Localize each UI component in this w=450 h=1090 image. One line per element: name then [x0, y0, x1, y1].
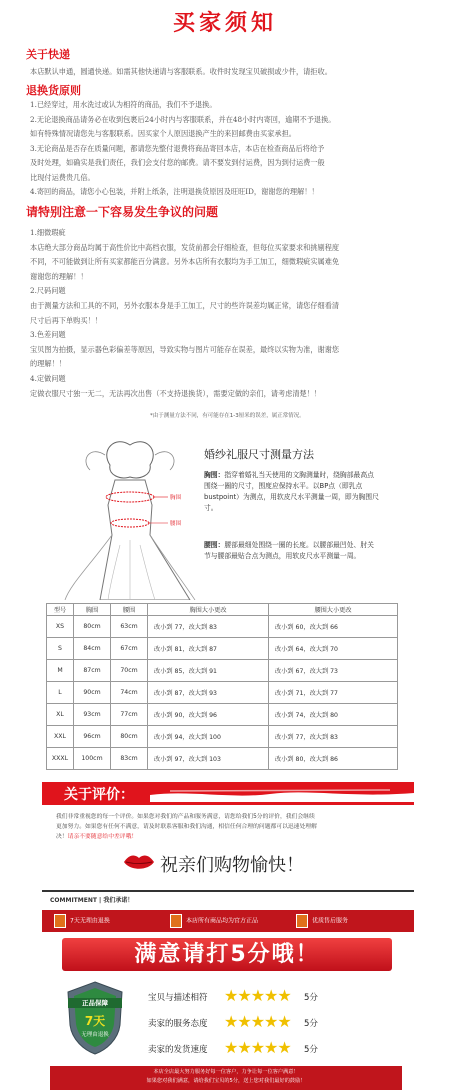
- measurement-note: *由于测量方法不同，有可能存在1-3厘米的误差，属正常情况。: [150, 413, 305, 419]
- cell-waist-change: 改小到 67，改大到 73: [269, 660, 398, 682]
- footer-line: 如果您对我们满意，请给我们宝贝的5分，送上您对我们最好的鼓励！: [146, 1078, 306, 1084]
- evaluation-line: 决！: [56, 834, 68, 840]
- disputes-text: 1.细微瑕疵 本店绝大部分商品均属于高性价比中高档衣服，发货前都会仔细检查，但每位买家要求和挑剔程度 不同，不可能做到让所有买家都能百分满意。另外本店所有衣服均为手工加工，细微瑕疵实属难免 谢谢您的理解！！ 2.尺码问题 由于测量方法和工具的不同，另外衣服本身是手工加工，尺寸的些许误差均属正常，请您仔细看清 尺寸后再下单购买！！ 3.色差问题 宝贝图为拍摄，显示器色彩偏差等原因，导致实物与图片可能存在误差，最终以实物为准，谢谢您 的理解！！ 4.定做问题 定做衣服尺寸独一无二，无法再次出售（不支持退换货），需要定做的亲们，请考虑清楚！！: [30, 228, 340, 398]
- col-chest: 胸围: [74, 604, 111, 616]
- cell-chest-change: 改小到 81，改大到 87: [148, 638, 269, 660]
- diagram-title: 婚纱礼服尺寸测量方法: [204, 448, 314, 461]
- rating-score: 5分: [304, 1045, 318, 1055]
- table-row: [47, 704, 398, 726]
- badge-icon: [54, 914, 66, 928]
- waist-label: 腰围: [170, 521, 182, 527]
- table-row: [47, 748, 398, 770]
- table-row: [47, 726, 398, 748]
- shield-top-text: 正品保障: [82, 999, 108, 1007]
- cell-chest: 87cm: [74, 660, 111, 682]
- shipping-heading: 关于快递: [26, 48, 70, 61]
- shield-days: 7天: [84, 1014, 106, 1028]
- cell-waist: 77cm: [111, 704, 148, 726]
- evaluation-text: [56, 812, 406, 842]
- col-chest-change: 胸围大小更改: [148, 604, 269, 616]
- rating-label-shipping: 卖家的发货速度: [148, 1045, 208, 1055]
- cell-size: XS: [47, 616, 74, 638]
- cell-chest: 100cm: [74, 748, 111, 770]
- rating-score: 5分: [304, 993, 318, 1003]
- table-row: [47, 616, 398, 638]
- cell-chest: 80cm: [74, 616, 111, 638]
- cell-waist: 63cm: [111, 616, 148, 638]
- star-rating: ★★★★★: [224, 1038, 291, 1057]
- shield-sub: 无理由退换: [81, 1032, 109, 1038]
- crayon-stripe: [150, 786, 414, 802]
- waist-description: 腰围：腰部最细处围绕一圈的长度。以腰部最凹处、肘关节与腰部最贴合点为测点，用软皮尺水平测量一周。: [204, 541, 374, 560]
- cell-size: L: [47, 682, 74, 704]
- cell-chest-change: 改小到 90，改大到 96: [148, 704, 269, 726]
- wedding-dress-illustration: [60, 425, 200, 600]
- thanks-message: 祝亲们购物愉快！: [160, 855, 304, 876]
- cell-chest-change: 改小到 87，改大到 93: [148, 682, 269, 704]
- rating-score: 5分: [304, 1019, 318, 1029]
- lips-icon: [122, 851, 156, 873]
- cell-chest-change: 改小到 77，改大到 83: [148, 616, 269, 638]
- evaluation-line: 更加努力。如果您有任何不满意，请及时联系客服和我们沟通，相信任何合理的问题都可以迅速处理解: [56, 824, 317, 830]
- cell-size: XXL: [47, 726, 74, 748]
- chest-description: 胸围：指穿着婚礼当天使用的文胸测量时，绕胸部最高点围绕一圈的尺寸，围度应保持水平。以BP点（即乳点bustpoint）为测点，用软皮尺水平测量一周，即为胸围尺寸。: [204, 471, 379, 512]
- rate-five-banner: 满意请打5分哦！: [62, 938, 392, 971]
- cell-waist-change: 改小到 80，改大到 86: [269, 748, 398, 770]
- evaluation-line: 我们非常重视您的每一个评价。如果您对我们的产品和服务满意，请您给我们5分的评价，我们会继续: [56, 814, 315, 820]
- cell-size: XXXL: [47, 748, 74, 770]
- cell-waist: 70cm: [111, 660, 148, 682]
- cell-size: XL: [47, 704, 74, 726]
- commitment-label: COMMITMENT | 我们承诺！: [50, 897, 134, 904]
- col-waist: 腰围: [111, 604, 148, 616]
- cell-size: M: [47, 660, 74, 682]
- cell-waist-change: 改小到 60，改大到 66: [269, 616, 398, 638]
- returns-text: 1.已经穿过，用水洗过或认为相符的商品，我们不予退换。 2.无论退换商品请务必在收到包裹后24小时内与客服联系，并在48小时内寄回，逾期不予退换。 如有特殊情况请您先与客服联系。因买家个人原因退换产生的来回邮费由买家承担。 3.无论商品是否存在质量问题，都请您先整付退费将商品寄回本店，本店在检查商品后将给予 及时处理，如确实是我们责任，我们会支付您的邮费。请不要发到付运费，因为到付运费一般 比现付运费贵几倍。 4.寄回的商品，请您小心包装，并附上纸条，注明退换货原因及旺旺ID，谢谢您的理解！！: [30, 100, 336, 196]
- disputes-heading: 请特别注意一下容易发生争议的问题: [26, 205, 219, 219]
- shipping-text: 本店默认申通，圆通快递。如需其他快递请与客服联系。收件时发现宝贝破损或少件，请拒收。: [30, 67, 332, 76]
- col-model: 型号: [47, 604, 74, 616]
- commitment-card-genuine: 本店所有商品均为官方正品: [170, 914, 258, 930]
- size-table: [46, 603, 398, 770]
- cell-waist-change: 改小到 64，改大到 70: [269, 638, 398, 660]
- cell-chest-change: 改小到 94，改大到 100: [148, 726, 269, 748]
- cell-chest: 93cm: [74, 704, 111, 726]
- badge-icon: [296, 914, 308, 928]
- cell-waist: 74cm: [111, 682, 148, 704]
- cell-waist: 67cm: [111, 638, 148, 660]
- col-waist-change: 腰围大小更改: [269, 604, 398, 616]
- evaluation-warning: 请亲不要随意给中差评哦！: [67, 834, 138, 840]
- evaluation-heading: 关于评价：: [64, 787, 134, 803]
- rating-label-description: 宝贝与描述相符: [148, 993, 208, 1003]
- commitment-card-service: 优质售后服务: [296, 914, 348, 930]
- table-row: [47, 660, 398, 682]
- page-title: 买家须知: [172, 10, 277, 36]
- cell-chest: 84cm: [74, 638, 111, 660]
- returns-heading: 退换货原则: [26, 84, 81, 97]
- cell-chest: 96cm: [74, 726, 111, 748]
- cell-chest: 90cm: [74, 682, 111, 704]
- star-rating: ★★★★★: [224, 1012, 291, 1031]
- chest-label: 胸围: [170, 495, 182, 501]
- cell-waist-change: 改小到 71，改大到 77: [269, 682, 398, 704]
- table-row: [47, 638, 398, 660]
- cell-chest-change: 改小到 85，改大到 91: [148, 660, 269, 682]
- star-rating: ★★★★★: [224, 986, 291, 1005]
- table-row: [47, 682, 398, 704]
- cell-chest-change: 改小到 97，改大到 103: [148, 748, 269, 770]
- commitment-card-return: 7天无理由退换: [54, 914, 110, 930]
- footer-line: 本店全店最大努力服务好每一位客户，力争让每一位客户满意！: [153, 1069, 299, 1075]
- badge-icon: [170, 914, 182, 928]
- cell-waist-change: 改小到 77，改大到 83: [269, 726, 398, 748]
- rating-label-service: 卖家的服务态度: [148, 1019, 208, 1029]
- cell-waist: 80cm: [111, 726, 148, 748]
- cell-size: S: [47, 638, 74, 660]
- footer-banner: [50, 1066, 402, 1090]
- cell-waist-change: 改小到 74，改大到 80: [269, 704, 398, 726]
- cell-waist: 83cm: [111, 748, 148, 770]
